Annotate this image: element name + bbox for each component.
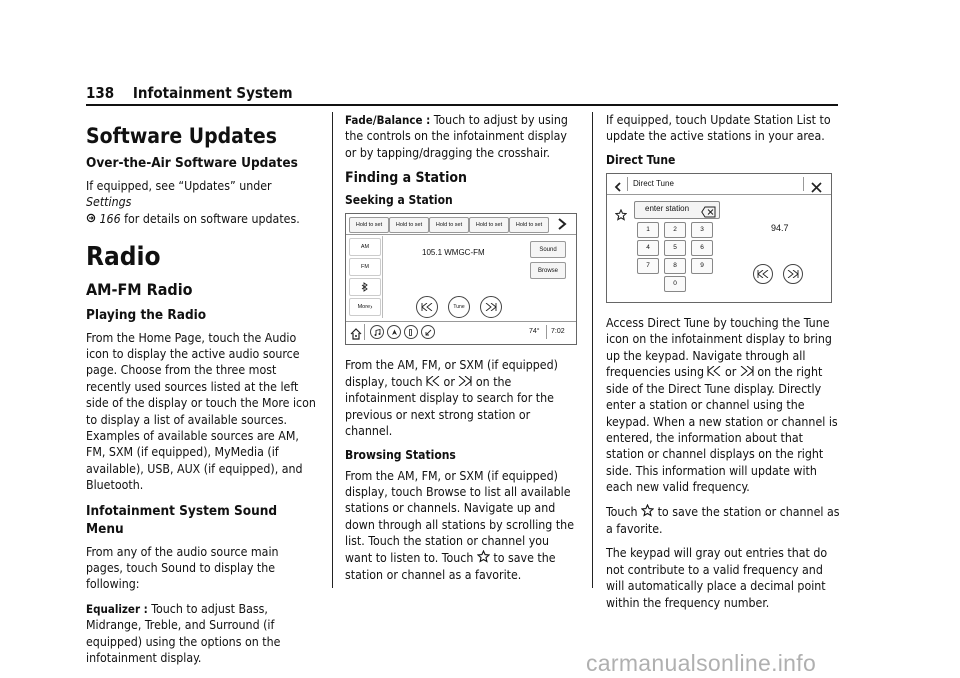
page-number: 138 xyxy=(86,84,115,102)
more-label: More xyxy=(357,304,371,311)
preset-button[interactable]: Hold to set xyxy=(469,217,509,233)
station-name: 105.1 WMGC-FM xyxy=(422,248,485,258)
source-am[interactable]: AM xyxy=(349,238,381,256)
keypad-key-5[interactable]: 5 xyxy=(664,240,686,256)
access-or: or xyxy=(721,365,740,380)
fade-text: Touch to adjust by using the controls on the infotainment display or by tapping/dragging the crosshair. xyxy=(345,113,568,160)
seek-forward-button[interactable] xyxy=(783,264,803,284)
keypad-key-9[interactable]: 9 xyxy=(691,258,713,274)
update-paragraph: If equipped, touch Update Station List to update the active stations in your area. xyxy=(606,113,831,144)
equalizer-label: Equalizer : xyxy=(86,601,148,616)
keypad-key-2[interactable]: 2 xyxy=(664,222,686,238)
page-ref-icon xyxy=(86,211,96,227)
clock: 7:02 xyxy=(551,328,565,336)
settings-ref: Settings xyxy=(86,195,132,210)
preset-button[interactable]: Hold to set xyxy=(429,217,469,233)
star-icon xyxy=(641,504,654,521)
keypad-key-1[interactable]: 1 xyxy=(637,222,659,238)
watermark: carmanualsonline.info xyxy=(586,650,817,676)
preset-button[interactable]: Hold to set xyxy=(349,217,389,233)
browse-text-b: to save the station or channel as a favorite. xyxy=(345,550,556,582)
seek-back-icon xyxy=(421,303,433,311)
seek-or: or xyxy=(440,374,459,389)
page-header xyxy=(86,84,293,102)
keypad-key-6[interactable]: 6 xyxy=(691,240,713,256)
fade-paragraph xyxy=(345,112,577,161)
seek-forward-icon xyxy=(740,364,754,380)
browse-text-a: From the AM, FM, or SXM (if equipped) display, touch Browse to list all available stations or channels. Navigate up and down through all stations by scrolling the list. Touch the station or channel you want to listen to. Touch xyxy=(345,468,575,565)
browse-button[interactable]: Browse xyxy=(530,262,566,279)
tune-button[interactable]: Tune xyxy=(448,296,470,318)
keypad-key-4[interactable]: 4 xyxy=(637,240,659,256)
frequency-display: 94.7 xyxy=(771,222,789,233)
direct-tune-label: Direct Tune xyxy=(606,152,676,167)
ota-paragraph xyxy=(86,178,318,228)
seeking-label: Seeking a Station xyxy=(345,193,453,208)
audio-icon[interactable] xyxy=(370,325,384,339)
favorite-star-icon[interactable] xyxy=(615,206,627,225)
navigation-icon[interactable] xyxy=(387,325,401,339)
direct-tune-title: Direct Tune xyxy=(633,178,674,188)
source-fm[interactable]: FM xyxy=(349,258,381,276)
star-icon xyxy=(477,550,490,567)
header-rule xyxy=(86,104,838,106)
seek-text-b: on the infotainment display to search for the previous or next strong station or channel. xyxy=(345,374,554,439)
access-paragraph xyxy=(606,315,842,496)
keypad-paragraph: The keypad will gray out entries that do not contribute to a valid frequency and will automatically place a decimal point within the frequency number. xyxy=(606,546,828,610)
seek-forward-button[interactable] xyxy=(480,296,502,318)
heading-am-fm: AM-FM Radio xyxy=(86,279,193,299)
keypad-key-8[interactable]: 8 xyxy=(664,258,686,274)
heading-software-updates: Software Updates xyxy=(86,124,277,148)
connect-icon[interactable] xyxy=(421,325,435,339)
seek-back-icon xyxy=(426,374,440,390)
ota-text: If equipped, see “Updates” under xyxy=(86,179,272,193)
keypad-key-0[interactable]: 0 xyxy=(664,276,686,292)
phone-icon[interactable] xyxy=(404,325,418,339)
touch-text-b: to save the station or channel as a favorite. xyxy=(606,504,840,536)
column-2 xyxy=(345,112,577,591)
column-divider xyxy=(592,112,593,588)
seek-paragraph xyxy=(345,357,577,439)
access-text-a: Access Direct Tune by touching the Tune icon on the infotainment display to bring up the keypad. Navigate through all frequencies using xyxy=(606,315,832,380)
ota-page-link[interactable]: 166 xyxy=(99,211,121,226)
heading-radio: Radio xyxy=(86,241,161,272)
column-3 xyxy=(606,112,842,619)
seek-text-a: From the AM, FM, or SXM (if equipped) display, touch xyxy=(345,358,558,389)
temperature: 74° xyxy=(529,328,540,336)
sound-button[interactable]: Sound xyxy=(530,241,566,258)
browse-paragraph xyxy=(345,468,577,584)
seek-back-icon xyxy=(707,364,721,380)
equalizer-text: Touch to adjust Bass, Midrange, Treble, and Surround (if equipped) using the options on the infotainment display. xyxy=(86,601,281,666)
access-text-b: on the right side of the Direct Tune display. Directly enter a station or channel using the keypad. When a new station or channel is entered, the information about that station or channel displays on the right side. This information will update with each new valid frequency. xyxy=(606,365,838,495)
playing-paragraph: From the Home Page, touch the Audio icon to display the active audio source page. Choose from the three most recently used sources listed at the left side of the display or touch the More icon to display a list of available sources. Examples of available sources are AM, FM, SXM (if equipped), MyMedia (if available), USB, AUX (if equipped), and Bluetooth. xyxy=(86,330,316,493)
station-entry-field[interactable] xyxy=(634,201,720,219)
keypad-key-3[interactable]: 3 xyxy=(691,222,713,238)
source-bluetooth[interactable] xyxy=(349,278,381,296)
chevron-right-icon[interactable] xyxy=(556,216,568,236)
keypad-key-7[interactable]: 7 xyxy=(637,258,659,274)
station-entry-placeholder: enter station xyxy=(645,203,690,213)
preset-button[interactable]: Hold to set xyxy=(509,217,549,233)
equalizer-paragraph xyxy=(86,601,318,667)
heading-sound-menu: Infotainment System Sound Menu xyxy=(86,502,278,537)
bluetooth-icon xyxy=(361,282,369,292)
column-divider xyxy=(332,112,333,588)
touch-paragraph xyxy=(606,504,842,538)
browsing-label: Browsing Stations xyxy=(345,447,456,462)
seek-back-icon xyxy=(757,270,769,278)
direct-tune-figure xyxy=(606,173,832,303)
ota-text-end: for details on software updates. xyxy=(120,211,300,226)
heading-playing-radio: Playing the Radio xyxy=(86,306,207,323)
sound-paragraph: From any of the audio source main pages, touch Sound to display the following: xyxy=(86,544,279,592)
preset-button[interactable]: Hold to set xyxy=(389,217,429,233)
heading-ota-updates: Over-the-Air Software Updates xyxy=(86,155,298,171)
seek-forward-icon xyxy=(787,270,799,278)
seek-screen-figure xyxy=(345,213,577,345)
touch-text-a: Touch xyxy=(606,504,642,519)
seek-back-button[interactable] xyxy=(416,296,438,318)
seek-forward-icon xyxy=(485,303,497,311)
heading-finding-station: Finding a Station xyxy=(345,170,468,187)
seek-back-button[interactable] xyxy=(753,264,773,284)
fade-label: Fade/Balance : xyxy=(345,113,431,127)
home-icon[interactable] xyxy=(350,325,362,344)
section-title: Infotainment System xyxy=(132,84,293,102)
column-1 xyxy=(86,112,318,674)
backspace-icon[interactable] xyxy=(701,203,716,222)
seek-forward-icon xyxy=(458,374,472,390)
source-more[interactable]: More › xyxy=(349,298,381,316)
